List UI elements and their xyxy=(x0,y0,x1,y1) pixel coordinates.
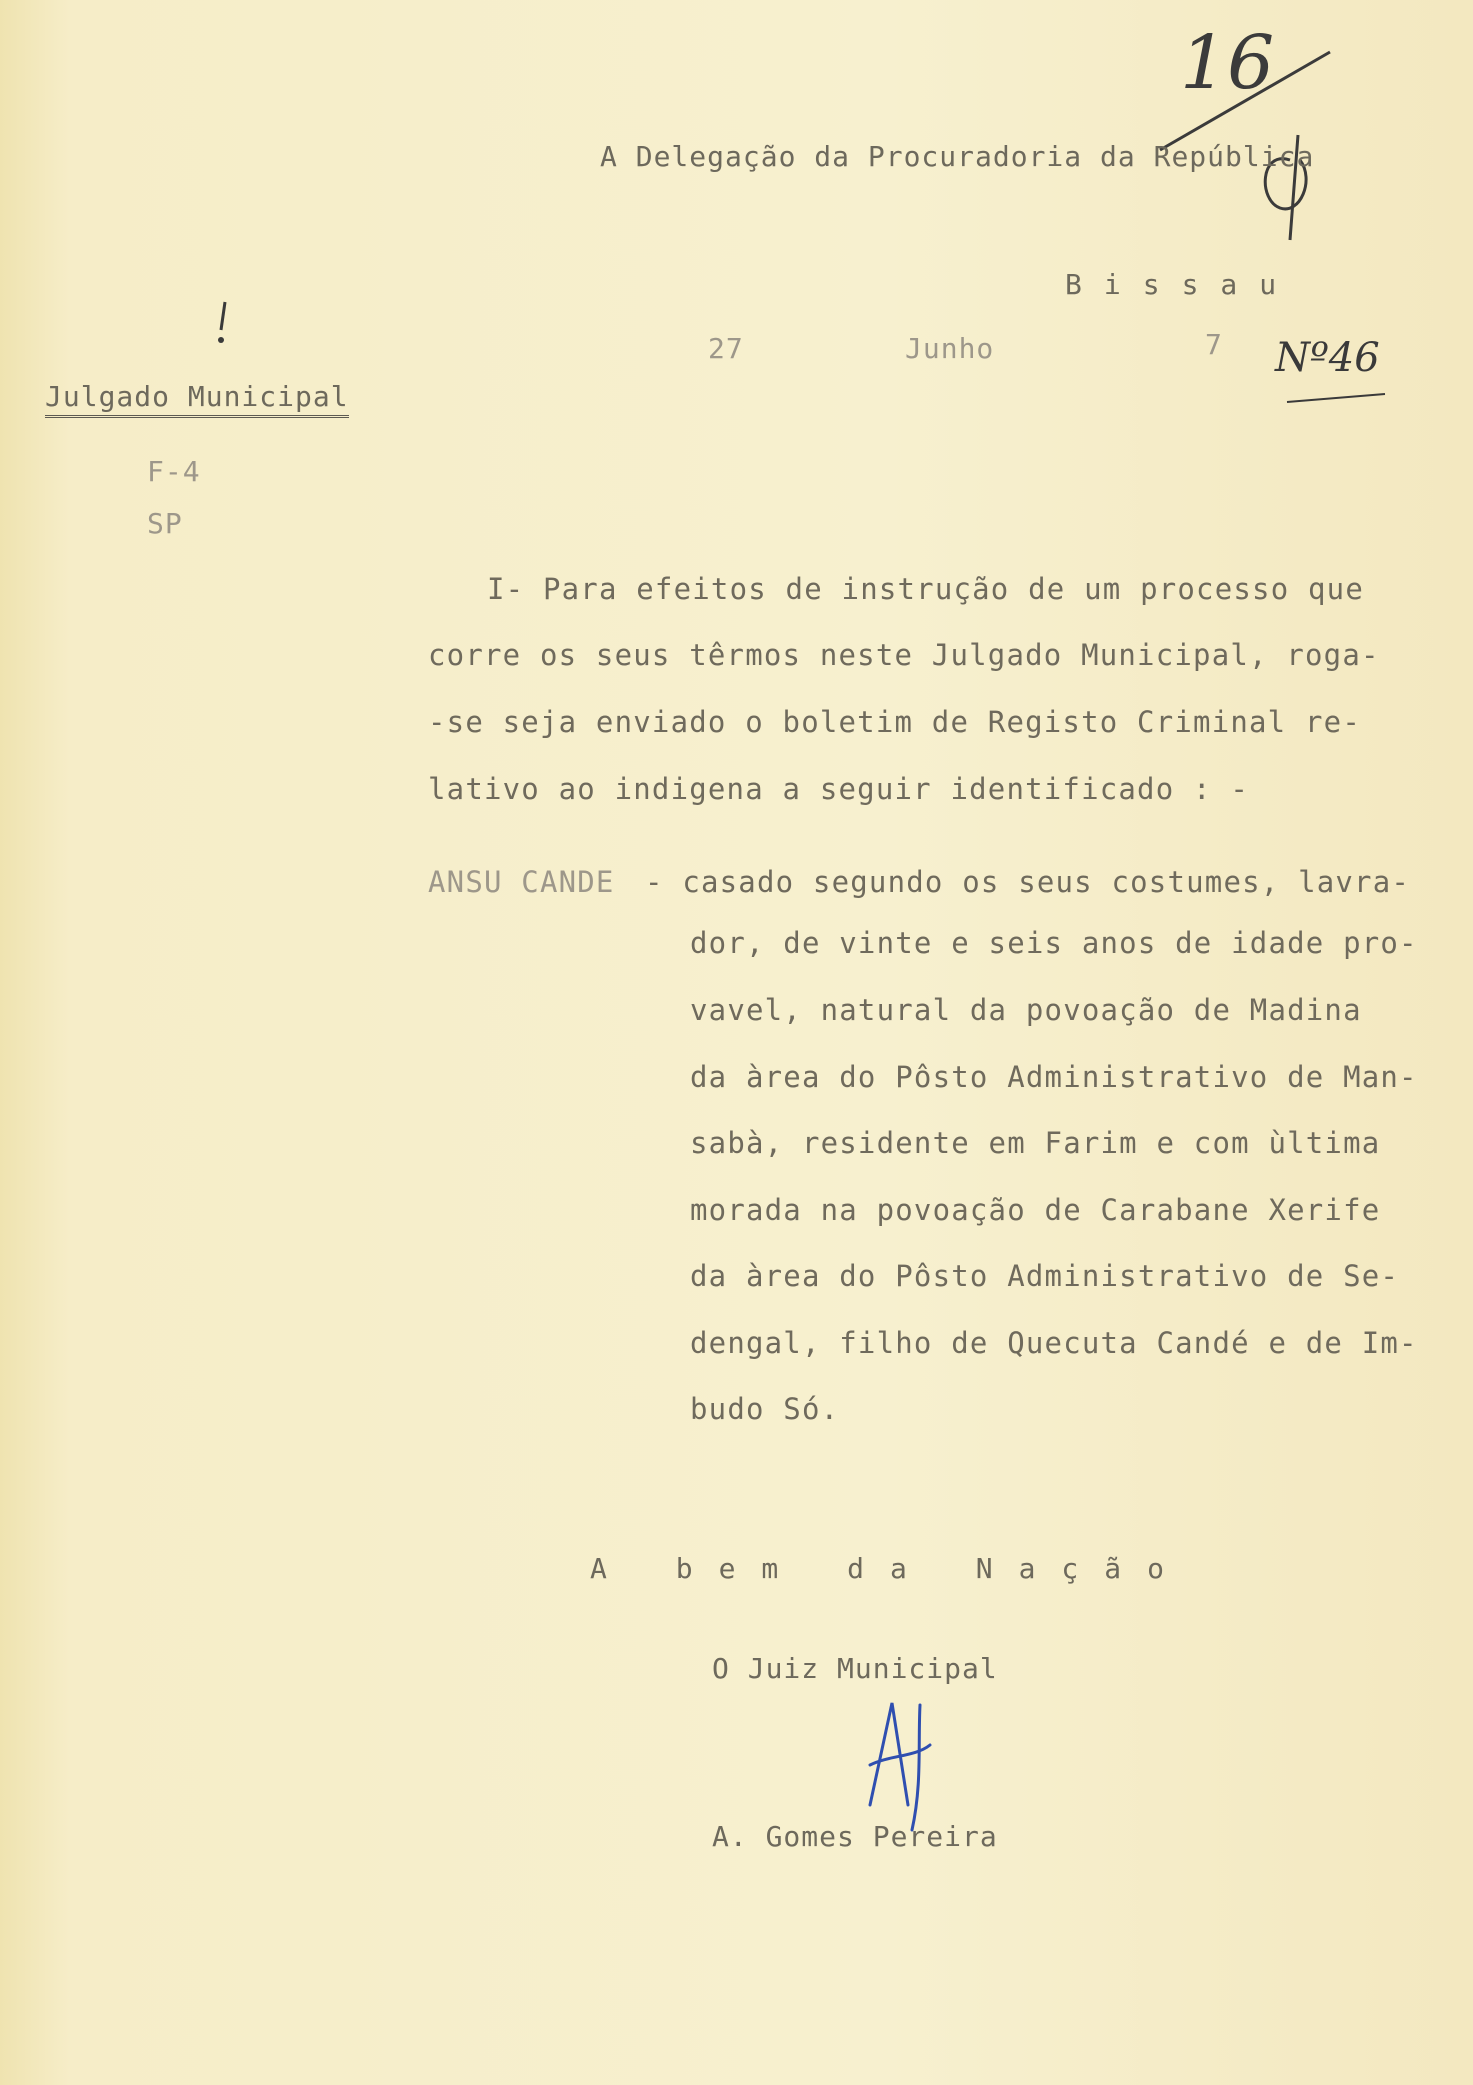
handwritten-folio-number: 16 xyxy=(1180,20,1275,106)
closing-title: O Juiz Municipal xyxy=(712,1652,998,1685)
date-day: 27 xyxy=(708,332,744,365)
paragraph-line-3: -se seja enviado o boletim de Registo Criminal re- xyxy=(428,705,1361,739)
sender-code-2: SP xyxy=(147,507,183,540)
paragraph-line-2: corre os seus têrmos neste Julgado Municipal, roga- xyxy=(428,638,1380,672)
city-name: Bissau xyxy=(1065,268,1299,301)
subject-line-7: da àrea do Pôsto Administrativo de Se- xyxy=(690,1259,1400,1293)
handwritten-reference-number: Nº46 xyxy=(1275,335,1380,381)
subject-line-4: da àrea do Pôsto Administrativo de Man- xyxy=(690,1060,1418,1094)
subject-line-3: vavel, natural da povoação de Madina xyxy=(690,993,1362,1027)
subject-line-6: morada na povoação de Carabane Xerife xyxy=(690,1193,1381,1227)
subject-name: ANSU CANDE xyxy=(428,865,615,899)
paragraph-line-1: I- Para efeitos de instrução de um processo que xyxy=(487,572,1364,606)
pencil-tick-mark xyxy=(215,300,235,350)
subject-line-1: - casado segundo os seus costumes, lavra- xyxy=(645,865,1411,899)
sender-office: Julgado Municipal xyxy=(45,380,349,418)
date-year: 7 xyxy=(1205,328,1223,361)
paragraph-line-4: lativo ao indigena a seguir identificado : - xyxy=(428,772,1250,806)
subject-line-9: budo Só. xyxy=(690,1392,840,1426)
subject-line-5: sabà, residente em Farim e com ùltima xyxy=(690,1126,1381,1160)
subject-line-2: dor, de vinte e seis anos de idade pro- xyxy=(690,926,1418,960)
closing-salutation: A bem da Nação xyxy=(590,1552,1191,1585)
sender-code-1: F-4 xyxy=(147,455,201,488)
signature-mark xyxy=(830,1685,950,1835)
addressee-line: A Delegação da Procuradoria da República xyxy=(600,140,1315,173)
closing-name: A. Gomes Pereira xyxy=(712,1820,998,1853)
subject-line-8: dengal, filho de Quecuta Candé e de Im- xyxy=(690,1326,1418,1360)
reference-underline xyxy=(1285,390,1395,410)
date-month: Junho xyxy=(905,332,995,365)
